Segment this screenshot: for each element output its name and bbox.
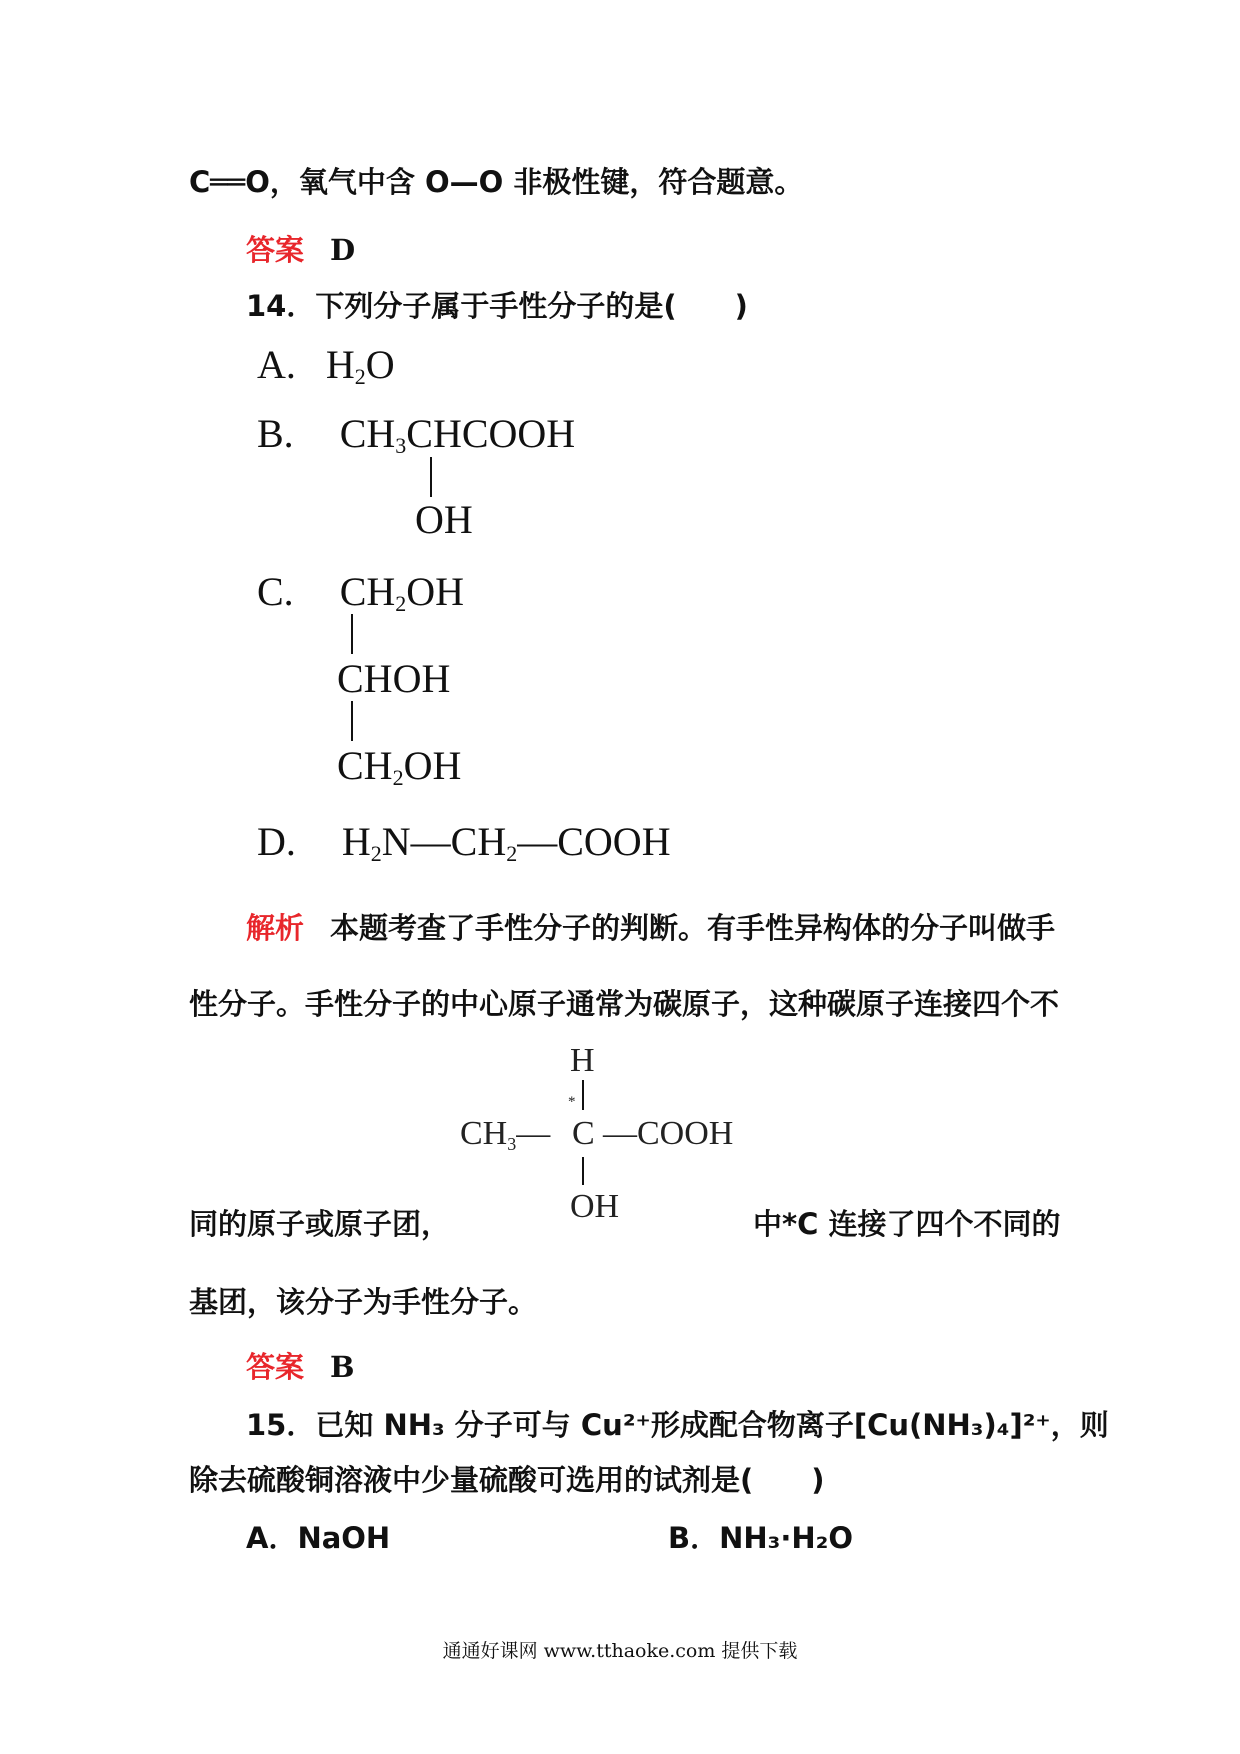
option-a (257, 341, 395, 390)
question-15-line-2: 除去硫酸铜溶液中少量硫酸可选用的试剂是( ) (189, 1463, 825, 1497)
chiral-bond-bottom (582, 1157, 584, 1185)
chiral-star: * (568, 1094, 576, 1110)
analysis-line-2: 性分子。手性分子的中心原子通常为碳原子，这种碳原子连接四个不 (189, 987, 1060, 1021)
chiral-center-c: C (572, 1115, 595, 1152)
chiral-bond-top (582, 1080, 584, 1110)
option-c-formula-3: $CH_2OH$ (337, 743, 462, 790)
option-b (257, 410, 575, 459)
analysis-line-4: 基团，该分子为手性分子。 (189, 1285, 538, 1319)
chiral-h: H (570, 1042, 595, 1079)
option-c-bond-2 (351, 701, 353, 741)
option-d-label: D. (257, 819, 296, 864)
chiral-oh: OH (570, 1188, 620, 1225)
answer-14 (246, 1345, 355, 1386)
option-d (257, 818, 671, 867)
analysis-line-1 (246, 906, 1055, 947)
question-15-option-b: B．NH₃·H₂O (668, 1521, 853, 1555)
footer: 通通好课网 www.tthaoke.com 提供下载 (442, 1640, 798, 1662)
option-a-formula: $H_2O$ (325, 342, 395, 389)
option-a-label: A. (257, 342, 296, 387)
answer-13 (246, 228, 355, 269)
option-c-bond-1 (351, 614, 353, 654)
option-c-label: C. (257, 569, 294, 614)
option-b-oh: OH (415, 497, 473, 542)
question-14: 14．下列分子属于手性分子的是( ) (246, 289, 748, 323)
chiral-cooh: —COOH (603, 1115, 734, 1152)
option-c-formula-2: CHOH (337, 656, 451, 701)
option-c-formula-1: $CH_2OH$ (339, 569, 465, 616)
chiral-ch3: $CH_3—$ (460, 1115, 551, 1154)
analysis-text-1: 本题考查了手性分子的判断。有手性异构体的分子叫做手 (330, 911, 1056, 945)
answer-value-2: B (330, 1350, 355, 1384)
option-b-formula: $CH_3CHCOOH$ (339, 411, 576, 458)
answer-label-2: 答案 (246, 1350, 305, 1384)
question-15-option-a: A．NaOH (246, 1521, 391, 1555)
option-b-bond (430, 457, 432, 497)
analysis-line-3b: 中*C 连接了四个不同的 (753, 1207, 1061, 1241)
question-15-line-1: 15．已知 NH₃ 分子可与 Cu²⁺形成配合物离子[Cu(NH₃)₄]²⁺，则 (246, 1408, 1109, 1442)
option-d-formula: $H_2N—CH_2—COOH$ (341, 819, 671, 866)
continuation-line: C══O，氧气中含 O—O 非极性键，符合题意。 (189, 165, 804, 199)
answer-label: 答案 (246, 233, 305, 267)
option-c (257, 568, 464, 617)
analysis-line-3a: 同的原子或原子团， (189, 1207, 451, 1241)
option-b-label: B. (257, 411, 294, 456)
answer-value: D (330, 233, 356, 267)
analysis-label: 解析 (246, 911, 305, 945)
